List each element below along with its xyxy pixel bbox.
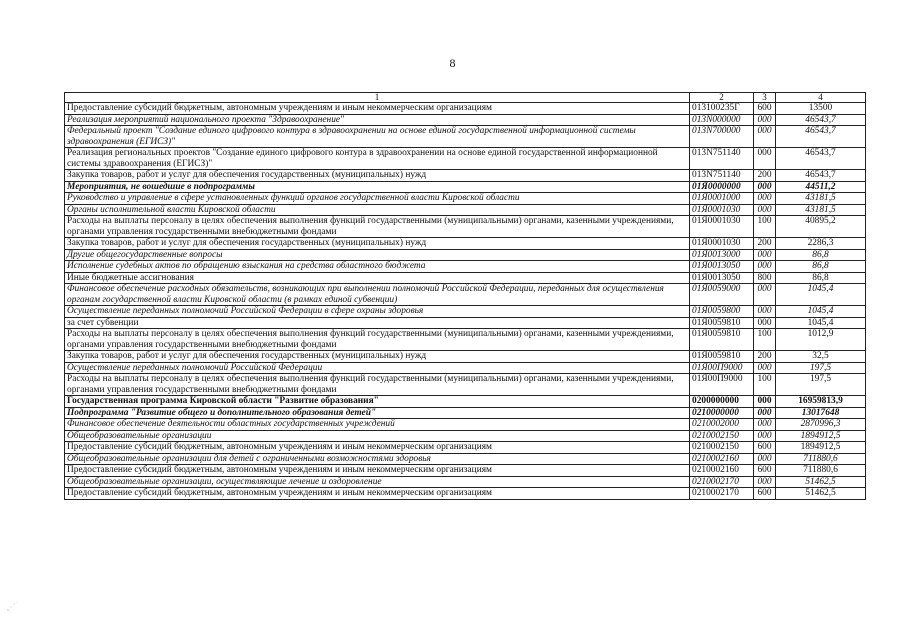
cell-code: 013N751140 bbox=[690, 170, 754, 182]
table-body bbox=[65, 103, 866, 500]
cell-code: 0210002150 bbox=[690, 430, 754, 442]
cell-sum: 86,8 bbox=[776, 272, 866, 284]
cell-sum: 44511,2 bbox=[776, 181, 866, 193]
cell-name: Руководство и управление в сфере установленных функций органов государственной власти Кировской области bbox=[65, 193, 690, 205]
cell-sum: 32,5 bbox=[776, 351, 866, 363]
cell-type: 000 bbox=[754, 193, 776, 205]
cell-code: 01Я0059810 bbox=[690, 317, 754, 329]
cell-sum: 86,8 bbox=[776, 261, 866, 273]
cell-type: 000 bbox=[754, 476, 776, 488]
cell-sum: 16959813,9 bbox=[776, 396, 866, 408]
cell-name: Мероприятия, не вошедшие в подпрограммы bbox=[65, 181, 690, 193]
cell-code: 01Я0059000 bbox=[690, 284, 754, 306]
table-row bbox=[65, 193, 866, 205]
cell-code: 0210000000 bbox=[690, 407, 754, 419]
cell-sum: 2286,3 bbox=[776, 238, 866, 250]
table-row bbox=[65, 181, 866, 193]
cell-sum: 13500 bbox=[776, 103, 866, 115]
cell-type: 100 bbox=[754, 216, 776, 238]
table-row bbox=[65, 238, 866, 250]
cell-type: 100 bbox=[754, 329, 776, 351]
cell-name: Государственная программа Кировской области "Развитие образования" bbox=[65, 396, 690, 408]
table-row bbox=[65, 103, 866, 115]
table-row bbox=[65, 249, 866, 261]
cell-sum: 711880,6 bbox=[776, 453, 866, 465]
cell-sum: 51462,5 bbox=[776, 488, 866, 500]
cell-sum: 46543,7 bbox=[776, 114, 866, 126]
cell-name: Финансовое обеспечение расходных обязательств, возникающих при выполнении полномочий Российской Федерации, переданных для осуществления органам государственной власти Кировской области (в рамках единой субвенции) bbox=[65, 284, 690, 306]
cell-type: 600 bbox=[754, 442, 776, 454]
cell-type: 000 bbox=[754, 419, 776, 431]
cell-sum: 1894912,5 bbox=[776, 430, 866, 442]
cell-sum: 1894912,5 bbox=[776, 442, 866, 454]
cell-name: Закупка товаров, работ и услуг для обеспечения государственных (муниципальных) нужд bbox=[65, 238, 690, 250]
table-row bbox=[65, 476, 866, 488]
cell-name: за счет субвенции bbox=[65, 317, 690, 329]
cell-name: Исполнение судебных актов по обращению взыскания на средства областного бюджета bbox=[65, 261, 690, 273]
cell-type: 600 bbox=[754, 488, 776, 500]
cell-name: Реализация региональных проектов "Создание единого цифрового контура в здравоохранении на основе единой государственной информационной системы здравоохранения (ЕГИСЗ)" bbox=[65, 148, 690, 170]
cell-name: Предоставление субсидий бюджетным, автономным учреждениям и иным некоммерческим организациям bbox=[65, 488, 690, 500]
cell-sum: 43181,5 bbox=[776, 193, 866, 205]
cell-name: Общеобразовательные организации, осуществляющие лечение и оздоровление bbox=[65, 476, 690, 488]
cell-type: 600 bbox=[754, 103, 776, 115]
table-row bbox=[65, 148, 866, 170]
cell-sum: 1012,9 bbox=[776, 329, 866, 351]
cell-code: 01Я00П9000 bbox=[690, 374, 754, 396]
cell-code: 0210002150 bbox=[690, 442, 754, 454]
column-header-type: 3 bbox=[754, 93, 776, 103]
cell-type: 000 bbox=[754, 284, 776, 306]
cell-code: 0210002170 bbox=[690, 488, 754, 500]
cell-sum: 1045,4 bbox=[776, 284, 866, 306]
cell-type: 000 bbox=[754, 114, 776, 126]
table-row bbox=[65, 407, 866, 419]
cell-type: 000 bbox=[754, 396, 776, 408]
cell-code: 01Я0001030 bbox=[690, 238, 754, 250]
table-row bbox=[65, 453, 866, 465]
cell-sum: 197,5 bbox=[776, 362, 866, 374]
cell-code: 01Я0000000 bbox=[690, 181, 754, 193]
cell-code: 013N000000 bbox=[690, 114, 754, 126]
cell-sum: 13017648 bbox=[776, 407, 866, 419]
table-row bbox=[65, 261, 866, 273]
cell-sum: 197,5 bbox=[776, 374, 866, 396]
cell-name: Органы исполнительной власти Кировской области bbox=[65, 204, 690, 216]
cell-sum: 51462,5 bbox=[776, 476, 866, 488]
table-row bbox=[65, 284, 866, 306]
cell-code: 0210002160 bbox=[690, 465, 754, 477]
cell-type: 000 bbox=[754, 407, 776, 419]
cell-sum: 1045,4 bbox=[776, 317, 866, 329]
cell-name: Реализация мероприятий национального проекта "Здравоохранение" bbox=[65, 114, 690, 126]
cell-code: 01Я0013050 bbox=[690, 272, 754, 284]
table-row bbox=[65, 442, 866, 454]
cell-sum: 46543,7 bbox=[776, 170, 866, 182]
cell-name: Закупка товаров, работ и услуг для обеспечения государственных (муниципальных) нужд bbox=[65, 170, 690, 182]
table-row bbox=[65, 430, 866, 442]
cell-name: Расходы на выплаты персоналу в целях обеспечения выполнения функций государственными (муниципальными) органами, казенными учреждениями, органами управления государственными внебюджетными фондами bbox=[65, 374, 690, 396]
table-row bbox=[65, 306, 866, 318]
cell-name: Общеобразовательные организации bbox=[65, 430, 690, 442]
table-row bbox=[65, 465, 866, 477]
cell-code: 01Я0001000 bbox=[690, 193, 754, 205]
cell-name: Осуществление переданных полномочий Российской Федерации в сфере охраны здоровья bbox=[65, 306, 690, 318]
scan-artifact bbox=[4, 592, 26, 614]
cell-type: 200 bbox=[754, 351, 776, 363]
cell-name: Иные бюджетные ассигнования bbox=[65, 272, 690, 284]
cell-sum: 1045,4 bbox=[776, 306, 866, 318]
cell-type: 000 bbox=[754, 362, 776, 374]
table-row bbox=[65, 317, 866, 329]
cell-name: Предоставление субсидий бюджетным, автономным учреждениям и иным некоммерческим организациям bbox=[65, 465, 690, 477]
cell-code: 01Я0059810 bbox=[690, 351, 754, 363]
cell-type: 000 bbox=[754, 317, 776, 329]
budget-table bbox=[64, 92, 866, 500]
cell-type: 000 bbox=[754, 126, 776, 148]
cell-name: Другие общегосударственные вопросы bbox=[65, 249, 690, 261]
cell-type: 000 bbox=[754, 453, 776, 465]
table-row bbox=[65, 170, 866, 182]
column-header-code: 2 bbox=[690, 93, 754, 103]
cell-sum: 711880,6 bbox=[776, 465, 866, 477]
cell-type: 000 bbox=[754, 306, 776, 318]
cell-name: Осуществление переданных полномочий Российской Федерации bbox=[65, 362, 690, 374]
cell-type: 600 bbox=[754, 465, 776, 477]
table-row bbox=[65, 204, 866, 216]
cell-type: 000 bbox=[754, 204, 776, 216]
cell-type: 000 bbox=[754, 261, 776, 273]
table-row bbox=[65, 272, 866, 284]
cell-type: 000 bbox=[754, 249, 776, 261]
cell-name: Подпрограмма "Развитие общего и дополнительного образования детей" bbox=[65, 407, 690, 419]
cell-code: 01Я00П9000 bbox=[690, 362, 754, 374]
cell-sum: 40895,2 bbox=[776, 216, 866, 238]
cell-code: 013100235Г bbox=[690, 103, 754, 115]
cell-code: 01Я0013050 bbox=[690, 261, 754, 273]
cell-sum: 86,8 bbox=[776, 249, 866, 261]
cell-name: Предоставление субсидий бюджетным, автономным учреждениям и иным некоммерческим организациям bbox=[65, 442, 690, 454]
cell-sum: 2870996,3 bbox=[776, 419, 866, 431]
cell-type: 200 bbox=[754, 170, 776, 182]
table-header-row bbox=[65, 93, 866, 103]
cell-code: 01Я0001030 bbox=[690, 204, 754, 216]
cell-type: 000 bbox=[754, 148, 776, 170]
cell-name: Общеобразовательные организации для детей с ограниченными возможностями здоровья bbox=[65, 453, 690, 465]
cell-code: 013N751140 bbox=[690, 148, 754, 170]
table-row bbox=[65, 329, 866, 351]
cell-name: Финансовое обеспечение деятельности областных государственных учреждений bbox=[65, 419, 690, 431]
cell-sum: 43181,5 bbox=[776, 204, 866, 216]
table-row bbox=[65, 114, 866, 126]
cell-code: 01Я0059800 bbox=[690, 306, 754, 318]
table-row bbox=[65, 419, 866, 431]
table-row bbox=[65, 488, 866, 500]
cell-name: Закупка товаров, работ и услуг для обеспечения государственных (муниципальных) нужд bbox=[65, 351, 690, 363]
table-row bbox=[65, 396, 866, 408]
column-header-sum: 4 bbox=[776, 93, 866, 103]
cell-type: 000 bbox=[754, 181, 776, 193]
cell-type: 200 bbox=[754, 238, 776, 250]
cell-sum: 46543,7 bbox=[776, 126, 866, 148]
cell-type: 100 bbox=[754, 374, 776, 396]
cell-sum: 46543,7 bbox=[776, 148, 866, 170]
cell-type: 800 bbox=[754, 272, 776, 284]
table-row bbox=[65, 351, 866, 363]
cell-type: 000 bbox=[754, 430, 776, 442]
cell-code: 01Я0013000 bbox=[690, 249, 754, 261]
cell-code: 0210002000 bbox=[690, 419, 754, 431]
cell-name: Расходы на выплаты персоналу в целях обеспечения выполнения функций государственными (муниципальными) органами, казенными учреждениями, органами управления государственными внебюджетными фондами bbox=[65, 216, 690, 238]
cell-code: 01Я0059810 bbox=[690, 329, 754, 351]
page-number: 8 bbox=[449, 56, 456, 70]
cell-name: Расходы на выплаты персоналу в целях обеспечения выполнения функций государственными (муниципальными) органами, казенными учреждениями, органами управления государственными внебюджетными фондами bbox=[65, 329, 690, 351]
cell-code: 013N700000 bbox=[690, 126, 754, 148]
table-row bbox=[65, 362, 866, 374]
cell-name: Федеральный проект "Создание единого цифрового контура в здравоохранении на основе единой государственной информационной системы здравоохранения (ЕГИСЗ)" bbox=[65, 126, 690, 148]
cell-code: 0200000000 bbox=[690, 396, 754, 408]
table-row bbox=[65, 374, 866, 396]
table-row bbox=[65, 216, 866, 238]
cell-code: 01Я0001030 bbox=[690, 216, 754, 238]
cell-name: Предоставление субсидий бюджетным, автономным учреждениям и иным некоммерческим организациям bbox=[65, 103, 690, 115]
column-header-name: 1 bbox=[65, 93, 690, 103]
cell-code: 0210002170 bbox=[690, 476, 754, 488]
cell-code: 0210002160 bbox=[690, 453, 754, 465]
table-row bbox=[65, 126, 866, 148]
